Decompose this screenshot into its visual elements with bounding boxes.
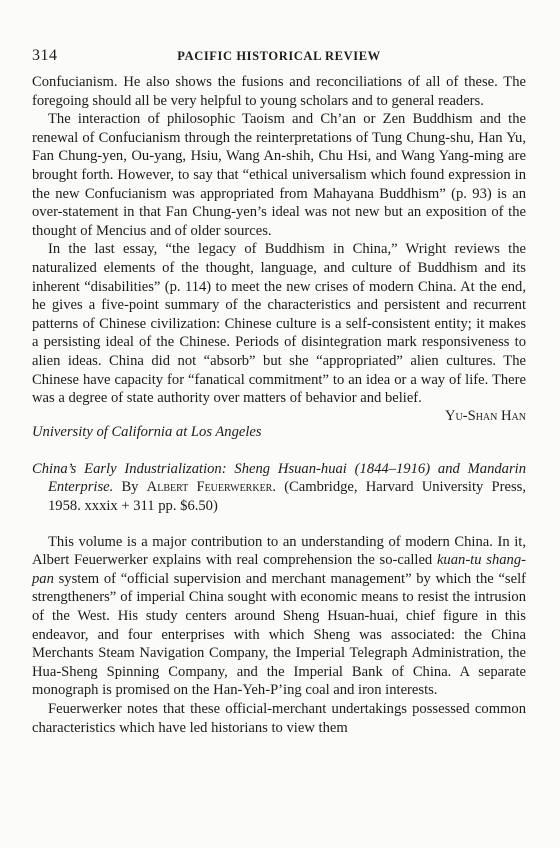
book-author: Albert Feuerwerker. (146, 479, 276, 496)
page-number: 314 (32, 47, 58, 64)
publication-details: (Cambridge, Harvard University Press, 1958. xxxix + 311 pp. $6.50) (48, 479, 526, 515)
by-label: By (121, 479, 139, 496)
page-body (32, 73, 526, 737)
book-citation (32, 460, 526, 516)
review1-paragraph-3: In the last essay, “the legacy of Buddhism in China,” Wright reviews the naturalized elements of the thought, language, and culture of Buddhism and its inherent “disabilities” (p. 114) to meet the new crises of modern China. At the end, he gives a five-point summary of the characteristics and persistent and recurrent patterns of Chinese civilization: Chinese culture is a self-consistent entity; it makes a persisting ideal of the Chinese. Periods of disintegration mark responsiveness to alien ideas. China did not “absorb” but she “appropriated” alien cultures. The Chinese have capacity for “fanatical commitment” to an idea or a way of life. There was a degree of state authority over matters of behavior and belief. (32, 241, 526, 407)
review2-paragraph-2: Feuerwerker notes that these official-merchant undertakings possessed common characteristics which have led historians to view them (32, 701, 526, 736)
page-header (32, 47, 526, 67)
reviewer-name: Yu-Shan Han (444, 407, 526, 424)
review2-paragraph-1-part-a: This volume is a major contribution to an understanding of modern China. In it, Albert Feuerwerker explains with real comprehension the so-called (32, 533, 526, 569)
reviewer-affiliation: University of California at Los Angeles (32, 424, 262, 441)
book-title: China’s Early Industrialization: Sheng Hsuan-huai (1844–1916) and Mandarin Enterprise. (32, 460, 526, 496)
review1-paragraph-2: The interaction of philosophic Taoism and Ch’an or Zen Buddhism and the renewal of Confucianism through the reinterpretations of Tung Chung-shu, Han Yu, Fan Chung-yen, Ou-yang, Hsiu, Wang An-shih, Chu Hsi, and Wang Yang-ming are brought forth. However, to say that “ethical universalism which found expression in the new Confucianism was appropriated from Mahayana Buddhism” (p. 93) is an over-statement in that Fan Chung-yen’s ideal was not new but an exposition of the thought of Mencius and of older sources. (32, 111, 526, 239)
review1-paragraph-1: Confucianism. He also shows the fusions and reconciliations of all of these. The foregoing should all be very helpful to young scholars and to general readers. (32, 74, 526, 109)
review2-paragraph-1-part-b: system of “official supervision and merchant management” by which the “self strengtheners” of imperial China sought with economic means to resist the intrusion of the West. His study centers around Sheng Hsuan-huai, chief figure in this endeavor, and four enterprises with which Sheng was associated: the China Merchants Steam Navigation Company, the Imperial Telegraph Administration, the Hua-Sheng Spinning Company, and the Imperial Bank of China. A separate monograph is promised on the Han-Yeh-P’ing coal and iron interests. (32, 570, 526, 699)
term-kuan-tu-shang-pan: kuan-tu shang-pan (32, 552, 526, 587)
review2-paragraph-1 (32, 533, 526, 700)
running-head: PACIFIC HISTORICAL REVIEW (177, 49, 381, 63)
